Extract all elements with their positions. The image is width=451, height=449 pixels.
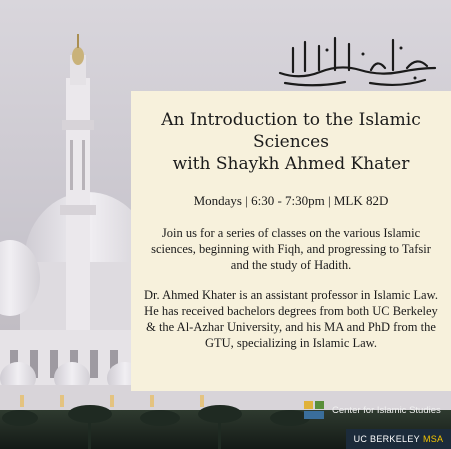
event-description: Join us for a series of classes on the various Islamic sciences, beginning with Fiqh, and progressing to Tafsir and the study of Hadith. [151,226,431,272]
footer-badge [346,429,451,449]
speaker-bio: Dr. Ahmed Khater is an assistant professor in Islamic Law. He has received bachelors degrees from both UC Berkeley & the Al-Azhar University, and his MA and PhD from the GTU, specializing in Islamic Law. [144,288,438,350]
event-title [141,109,441,175]
gtu-logo-icon [304,401,324,419]
basmala-calligraphy [275,28,443,90]
center-name: Center for Islamic Studies [332,404,441,416]
event-schedule: Mondays | 6:30 - 7:30pm | MLK 82D [193,193,389,208]
title-line-1: An Introduction to the Islamic Sciences [161,110,421,152]
footer-msa: MSA [422,434,444,444]
gtu-logo [304,399,451,421]
footer-university: UC BERKELEY [353,434,420,444]
title-line-2: with Shaykh Ahmed Khater [172,154,410,174]
event-card [131,91,451,391]
